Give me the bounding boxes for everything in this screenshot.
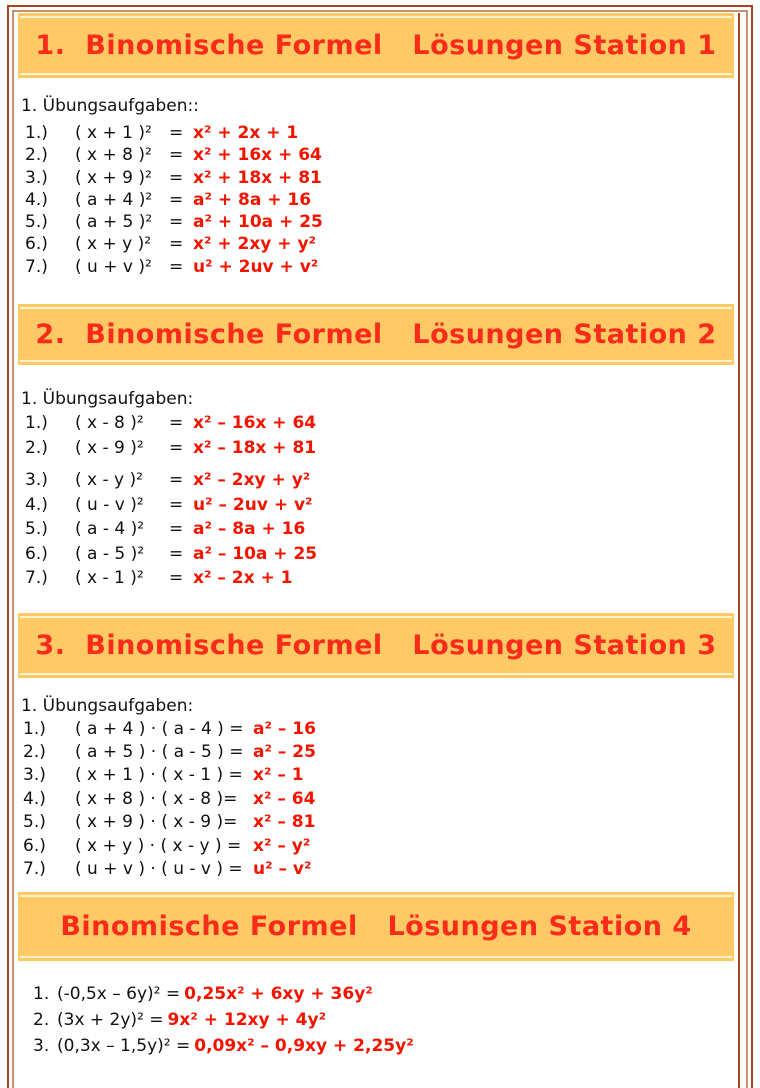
row-number: 5.) (23, 812, 46, 833)
section-body (15, 961, 734, 1059)
row-number: 2.) (25, 437, 48, 458)
expression-result: x² – 2xy + y² (193, 470, 311, 491)
section-title: 3. Binomische Formel Lösungen Station 3 (35, 629, 717, 661)
exercises-heading: 1. Übungsaufgaben: (21, 695, 194, 716)
expression-left: (3x + 2y)² = (57, 1010, 164, 1031)
section-title: Binomische Formel Lösungen Station 4 (60, 911, 692, 943)
equals-sign: = (169, 519, 184, 540)
equation-list (21, 718, 734, 882)
expression-result: 0,25x² + 6xy + 36y² (184, 984, 373, 1005)
row-number: 2.) (25, 145, 48, 166)
expression-left: ( a + 4 ) · ( a - 4 ) = (75, 718, 244, 739)
expression-result: a² – 10a + 25 (193, 543, 318, 564)
equation-row (21, 788, 734, 811)
equation-row (21, 233, 734, 255)
row-number: 1.) (23, 718, 46, 739)
exercises-heading: 1. Übungsaufgaben:: (21, 96, 199, 116)
equation-row (33, 981, 734, 1007)
row-number: 3. (33, 1036, 50, 1057)
section-banner-inner (20, 307, 732, 362)
equation-list (21, 122, 734, 278)
expression-result: a² – 25 (253, 741, 316, 762)
expression-result: x² + 16x + 64 (193, 145, 322, 166)
expression-left: ( x - 8 )² (75, 413, 144, 434)
equation-row (21, 566, 734, 591)
equals-sign: = (169, 568, 184, 589)
exercises-heading: 1. Übungsaufgaben: (21, 389, 194, 410)
expression-left: ( a + 5 )² (75, 212, 153, 233)
expression-result: a² – 16 (253, 718, 316, 739)
row-number: 7.) (23, 859, 46, 880)
expression-result: x² – 64 (253, 788, 316, 809)
equals-sign: = (169, 123, 184, 143)
equals-sign: = (169, 470, 184, 491)
equals-sign: = (169, 437, 184, 458)
expression-left: ( a - 4 )² (75, 519, 145, 540)
row-number: 6.) (23, 835, 46, 856)
equation-row (21, 542, 734, 567)
section-banner (18, 892, 734, 961)
equation-row (33, 1033, 734, 1059)
expression-result: 0,09x² – 0,9xy + 2,25y² (194, 1036, 414, 1057)
equals-sign: = (169, 145, 184, 166)
equation-list (21, 411, 734, 591)
expression-left: ( x - 1 )² (75, 568, 144, 589)
equals-sign: = (169, 256, 184, 277)
expression-left: ( a - 5 )² (75, 543, 145, 564)
expression-result: u² – 2uv + v² (193, 494, 313, 515)
equals-sign: = (169, 413, 184, 434)
expression-left: ( x + 1 )² (75, 123, 152, 143)
expression-result: x² – 18x + 81 (193, 437, 317, 458)
expression-left: ( a + 4 )² (75, 189, 153, 210)
row-number: 5.) (25, 519, 48, 540)
expression-left: ( u + v )² (75, 256, 152, 277)
expression-left: ( x + y )² (75, 234, 152, 255)
expression-left: ( a + 5 ) · ( a - 5 ) = (75, 741, 244, 762)
page-frame-outer (7, 5, 753, 1088)
expression-left: ( x + 8 ) · ( x - 8 )= (75, 788, 238, 809)
row-number: 3.) (25, 167, 48, 188)
expression-result: x² – 81 (253, 812, 316, 833)
row-number: 1.) (25, 123, 48, 143)
row-number: 4.) (23, 788, 46, 809)
section-banner (18, 304, 734, 365)
equals-sign: = (169, 189, 184, 210)
equation-row (21, 858, 734, 881)
section-body (15, 78, 734, 304)
expression-result: u² + 2uv + v² (193, 256, 319, 277)
equation-row (21, 517, 734, 542)
section-banner (18, 613, 734, 678)
row-number: 6.) (25, 543, 48, 564)
equation-row (21, 122, 734, 144)
row-number: 6.) (25, 234, 48, 255)
expression-result: x² – 2x + 1 (193, 568, 293, 589)
section-banner-inner (20, 616, 732, 675)
expression-result: x² – y² (253, 835, 311, 856)
equation-row (21, 835, 734, 858)
expression-left: ( x + 8 )² (75, 145, 152, 166)
row-number: 3.) (25, 470, 48, 491)
row-number: 4.) (25, 189, 48, 210)
section-banner (18, 13, 734, 78)
expression-left: ( u - v )² (75, 494, 144, 515)
equals-sign: = (169, 494, 184, 515)
expression-result: u² – v² (253, 859, 312, 880)
equation-row (21, 468, 734, 493)
row-number: 2. (33, 1010, 50, 1031)
row-number: 4.) (25, 494, 48, 515)
equation-row (21, 718, 734, 741)
equation-row (21, 167, 734, 189)
equals-sign: = (169, 543, 184, 564)
expression-left: ( x + 1 ) · ( x - 1 ) = (75, 765, 243, 786)
worksheet-content (15, 13, 740, 1088)
expression-left: ( x - y )² (75, 470, 143, 491)
section-title: 1. Binomische Formel Lösungen Station 1 (35, 30, 717, 61)
equation-row (21, 144, 734, 166)
equation-list (33, 981, 734, 1059)
row-number: 1. (33, 984, 50, 1005)
equation-row (21, 211, 734, 233)
expression-left: ( x - 9 )² (75, 437, 144, 458)
equation-row (33, 1007, 734, 1033)
page-frame-inner (12, 10, 748, 1088)
row-number: 1.) (25, 413, 48, 434)
expression-result: x² + 2xy + y² (193, 234, 316, 255)
expression-result: a² – 8a + 16 (193, 519, 306, 540)
section-body (15, 365, 734, 613)
row-number: 7.) (25, 256, 48, 277)
expression-left: ( x + y ) · ( x - y ) = (75, 835, 242, 856)
equation-row (21, 741, 734, 764)
expression-result: x² – 1 (253, 765, 304, 786)
expression-left: (0,3x – 1,5y)² = (57, 1036, 191, 1057)
row-number: 7.) (25, 568, 48, 589)
equation-row (21, 411, 734, 436)
equals-sign: = (169, 167, 184, 188)
row-number: 3.) (23, 765, 46, 786)
section-banner-inner (20, 16, 732, 75)
equation-row (21, 764, 734, 787)
equation-row (21, 256, 734, 278)
section-body (15, 678, 734, 893)
section-title: 2. Binomische Formel Lösungen Station 2 (35, 319, 717, 351)
expression-result: x² – 16x + 64 (193, 413, 317, 434)
expression-result: a² + 10a + 25 (193, 212, 323, 233)
expression-result: a² + 8a + 16 (193, 189, 312, 210)
equation-row (21, 811, 734, 834)
equation-row (21, 436, 734, 461)
equation-row (21, 189, 734, 211)
equation-row (21, 493, 734, 518)
expression-left: ( x + 9 ) · ( x - 9 )= (75, 812, 238, 833)
section-banner-inner (20, 895, 732, 958)
expression-left: ( u + v ) · ( u - v ) = (75, 859, 243, 880)
row-number: 2.) (23, 741, 46, 762)
expression-result: x² + 18x + 81 (193, 167, 322, 188)
row-number: 5.) (25, 212, 48, 233)
expression-result: 9x² + 12xy + 4y² (167, 1010, 327, 1031)
equals-sign: = (169, 234, 184, 255)
expression-left: (-0,5x – 6y)² = (57, 984, 181, 1005)
equals-sign: = (169, 212, 184, 233)
expression-left: ( x + 9 )² (75, 167, 152, 188)
expression-result: x² + 2x + 1 (193, 123, 299, 143)
